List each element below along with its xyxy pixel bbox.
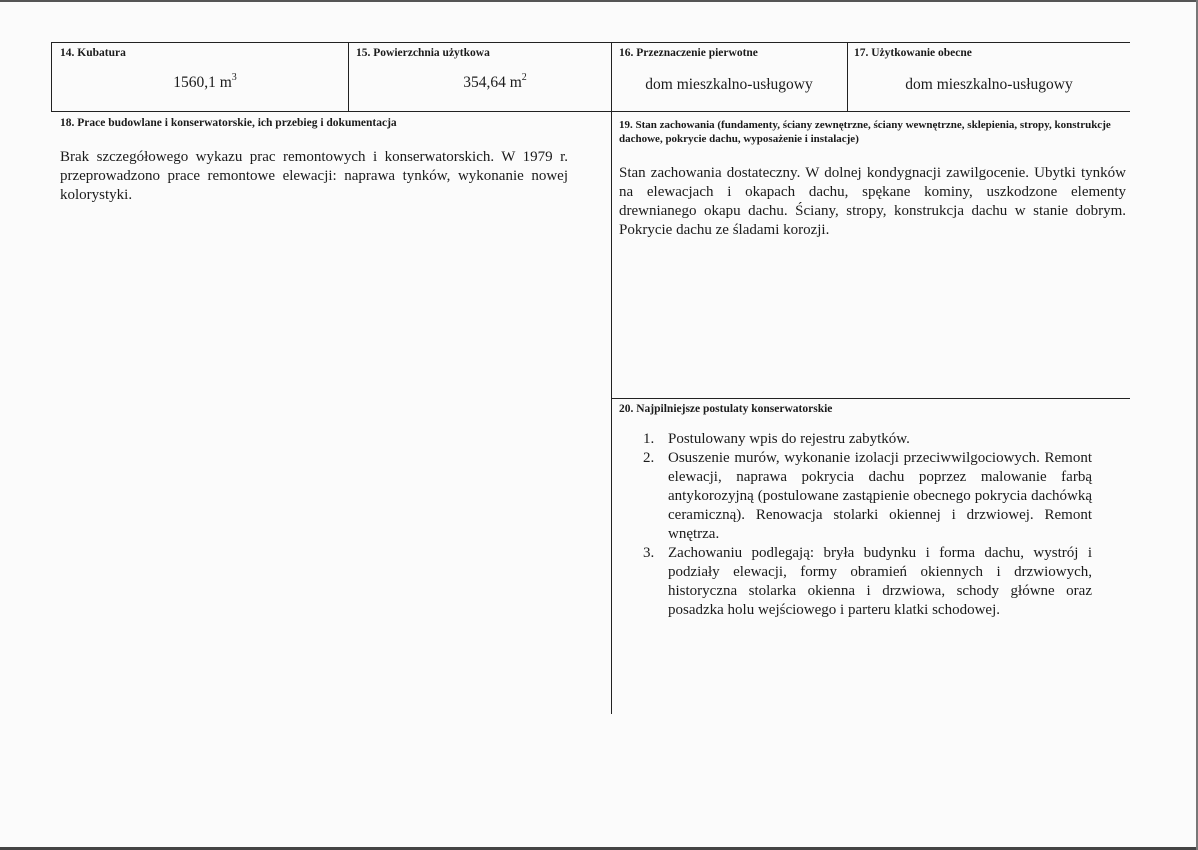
postulate-number: 2. <box>643 450 655 466</box>
field15-label: 15. Powierzchnia użytkowa <box>356 47 490 59</box>
postulate-number: 3. <box>643 545 655 561</box>
field18-text: Brak szczegółowego wykazu prac remontowych i konserwatorskich. W 1979 r. przeprowadzono prace remontowe elewacji: naprawa tynków, wykonanie nowej kolorystyki. <box>60 149 568 203</box>
postulate-item <box>638 449 1092 544</box>
postulate-number: 1. <box>643 431 655 447</box>
postulates-list <box>638 430 1092 620</box>
field19-text: Stan zachowania dostateczny. W dolnej kondygnacji zawilgocenie. Ubytki tynków na elewacjach i okapach dachu, spękane kominy, uszkodzone elementy drewnianego okapu dachu. Ściany, stropy, konstrukcja dachu w stanie dobrym. Pokrycie dachu ze śladami korozji. <box>619 165 1126 238</box>
field15-value-text: 354,64 m <box>463 74 522 91</box>
rule-v-left <box>51 42 52 112</box>
rule-v-16-17 <box>847 42 848 112</box>
field16-value: dom mieszkalno-usługowy <box>645 76 813 93</box>
field18-label: 18. Prace budowlane i konserwatorskie, ich przebieg i dokumentacja <box>60 117 397 129</box>
field14-value-text: 1560,1 m <box>173 74 232 91</box>
rule-v-14-15 <box>348 42 349 112</box>
field17-value: dom mieszkalno-usługowy <box>905 76 1073 93</box>
field14-value <box>120 74 290 92</box>
postulate-text: Zachowaniu podlegają: bryła budynku i forma dachu, wystrój i podziały elewacji, formy obramień okiennych i drzwiowych, historyczna stolarka okienna i drzwiowa, schody główne oraz posadzka holu wejściowego i parteru klatki schodowej. <box>668 545 1092 618</box>
field15-unit-exponent: 2 <box>521 72 527 83</box>
rule-top <box>51 42 1130 43</box>
rule-v-main <box>611 42 612 714</box>
field17-label: 17. Użytkowanie obecne <box>854 47 972 59</box>
field15-value <box>410 74 580 92</box>
field20-label: 20. Najpilniejsze postulaty konserwatorskie <box>619 403 833 415</box>
field14-label: 14. Kubatura <box>60 47 126 59</box>
rule-section20-top <box>611 398 1130 399</box>
postulate-item <box>638 430 1092 449</box>
postulate-item <box>638 544 1092 620</box>
postulate-text: Postulowany wpis do rejestru zabytków. <box>668 431 910 447</box>
postulate-text: Osuszenie murów, wykonanie izolacji przeciwwilgociowych. Remont elewacji, naprawa pokrycia dachu poprzez malowanie farbą antykorozyjną (postulowane zastąpienie obecnego pokrycia dachówką ceramiczną). Renowacja stolarki okiennej i drzwiowej. Remont wnętrza. <box>668 450 1092 542</box>
field19-label: 19. Stan zachowania (fundamenty, ściany zewnętrzne, ściany wewnętrzne, sklepienia, stropy, konstrukcje dachowe, pokrycie dachu, wyposażenie i instalacje) <box>619 119 1111 145</box>
field14-unit-exponent: 3 <box>231 72 237 83</box>
rule-row1-bottom <box>51 111 1130 112</box>
scan-border-top <box>0 0 1198 2</box>
field16-label: 16. Przeznaczenie pierwotne <box>619 47 758 59</box>
